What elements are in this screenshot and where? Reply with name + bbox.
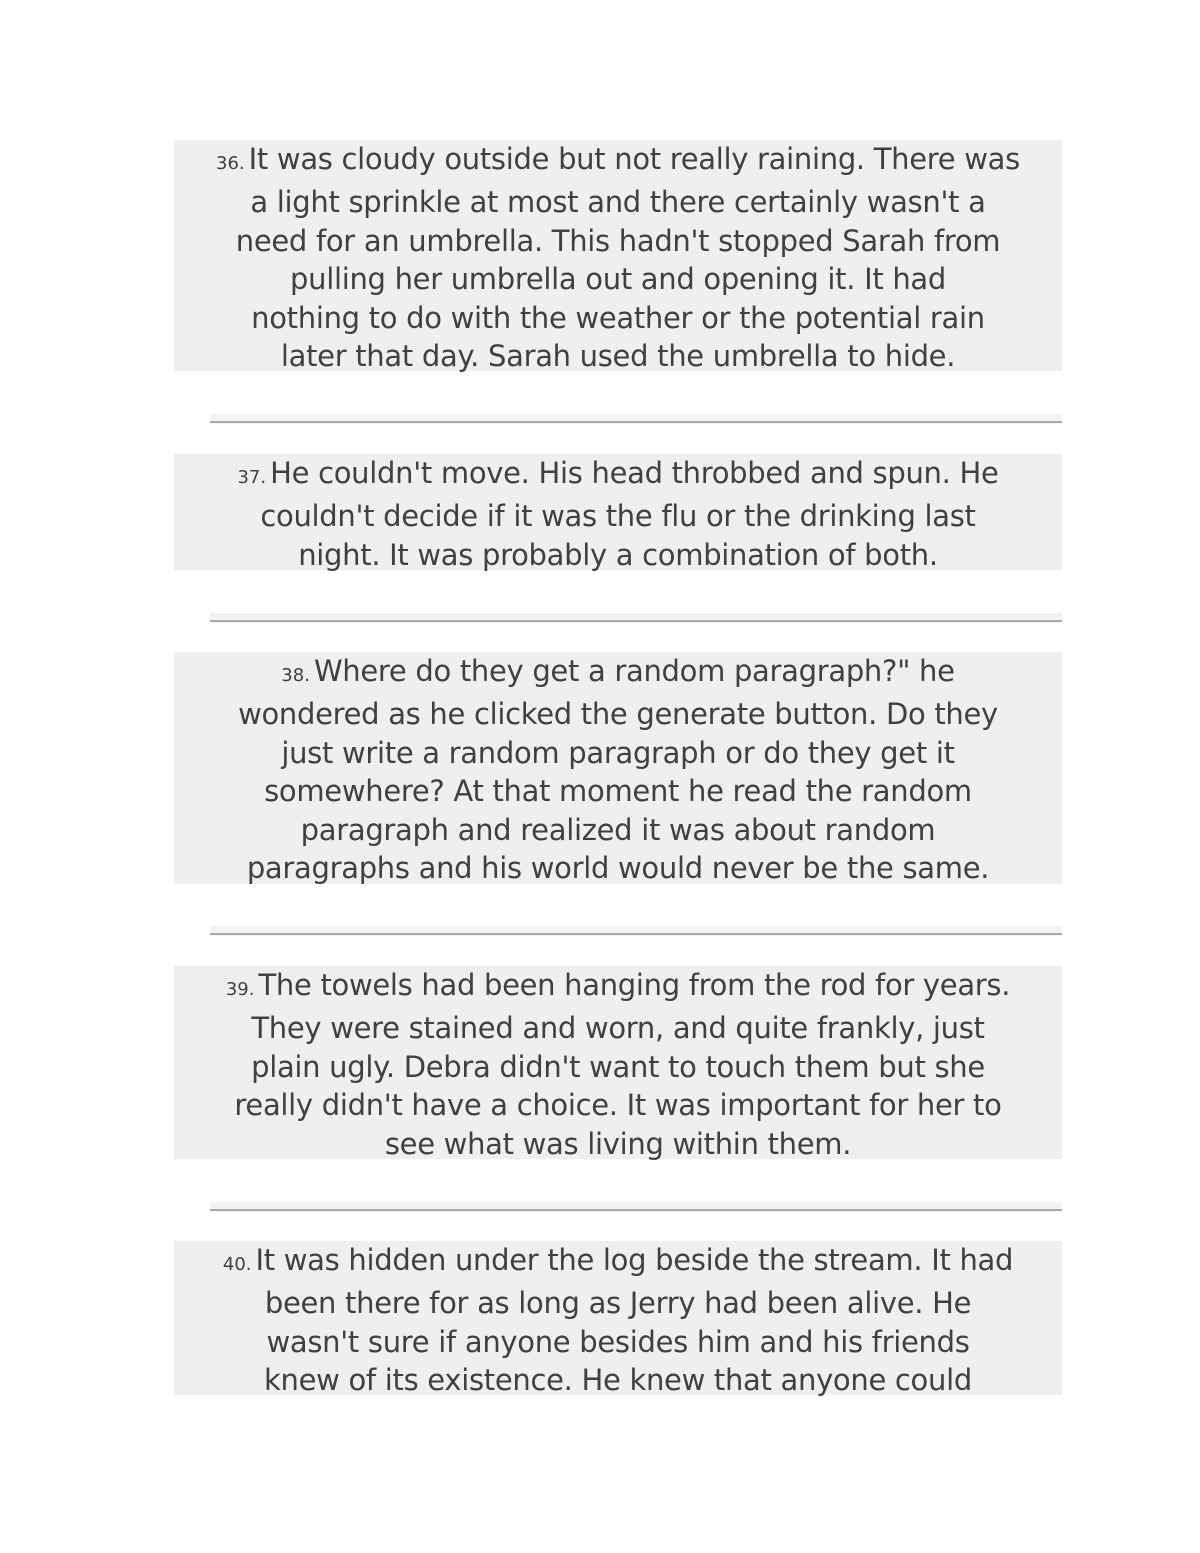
paragraph-line: nothing to do with the weather or the potential rain [251, 300, 985, 335]
paragraph-line: 37. He couldn't move. His head throbbed and spun. He [237, 456, 999, 490]
paragraph-line: 38. Where do they get a random paragraph?" he [281, 654, 955, 688]
paragraph-line: wasn't sure if anyone besides him and his friends [266, 1324, 970, 1359]
separator-line [210, 414, 1062, 424]
separator-line [210, 1202, 1062, 1212]
paragraph-line: 36. It was cloudy outside but not really raining. There was [216, 142, 1020, 176]
paragraph-line: night. It was probably a combination of both. [298, 537, 938, 572]
paragraph-number: 37. [237, 467, 267, 488]
paragraph-number: 36. [216, 153, 245, 174]
paragraph-line: paragraphs and his world would never be the same. [246, 851, 990, 886]
paragraph-line: need for an umbrella. This hadn't stopped Sarah from [235, 223, 1001, 258]
paragraph-line: somewhere? At that moment he read the random [264, 774, 972, 809]
paragraph-line: later that day. Sarah used the umbrella to hide. [280, 339, 956, 374]
paragraph-40 [174, 1241, 1062, 1398]
paragraph-37 [174, 454, 1062, 570]
paragraph-line: plain ugly. Debra didn't want to touch them but she [251, 1049, 985, 1084]
paragraph-line: 39. The towels had been hanging from the rod for years. [225, 968, 1011, 1002]
paragraph-number: 39. [225, 979, 255, 1000]
paragraph-line: a light sprinkle at most and there certainly wasn't a [250, 185, 986, 220]
paragraph-line: pulling her umbrella out and opening it. It had [290, 262, 946, 297]
paragraph-36 [174, 140, 1062, 374]
paragraph-38 [174, 652, 1062, 884]
paragraph-line: paragraph and realized it was about random [300, 812, 936, 847]
paragraph-line: knew of its existence. He knew that anyone could [264, 1363, 972, 1398]
paragraph-line: wondered as he clicked the generate button. Do they [238, 697, 998, 732]
paragraph-line: 40. It was hidden under the log beside the stream. It had [222, 1243, 1014, 1277]
paragraph-line: been there for as long as Jerry had been alive. He [264, 1286, 972, 1321]
paragraph-line: just write a random paragraph or do they get it [281, 735, 955, 770]
paragraph-line: They were stained and worn, and quite frankly, just [251, 1011, 985, 1046]
paragraph-number: 38. [281, 665, 310, 686]
paragraph-line: really didn't have a choice. It was important for her to [234, 1088, 1002, 1123]
paragraph-39 [174, 966, 1062, 1159]
separator-line [210, 926, 1062, 936]
paragraph-line: see what was living within them. [384, 1126, 852, 1161]
separator-line [210, 613, 1062, 623]
paragraph-number: 40. [222, 1254, 252, 1275]
paragraph-line: couldn't decide if it was the flu or the drinking last [260, 499, 976, 534]
